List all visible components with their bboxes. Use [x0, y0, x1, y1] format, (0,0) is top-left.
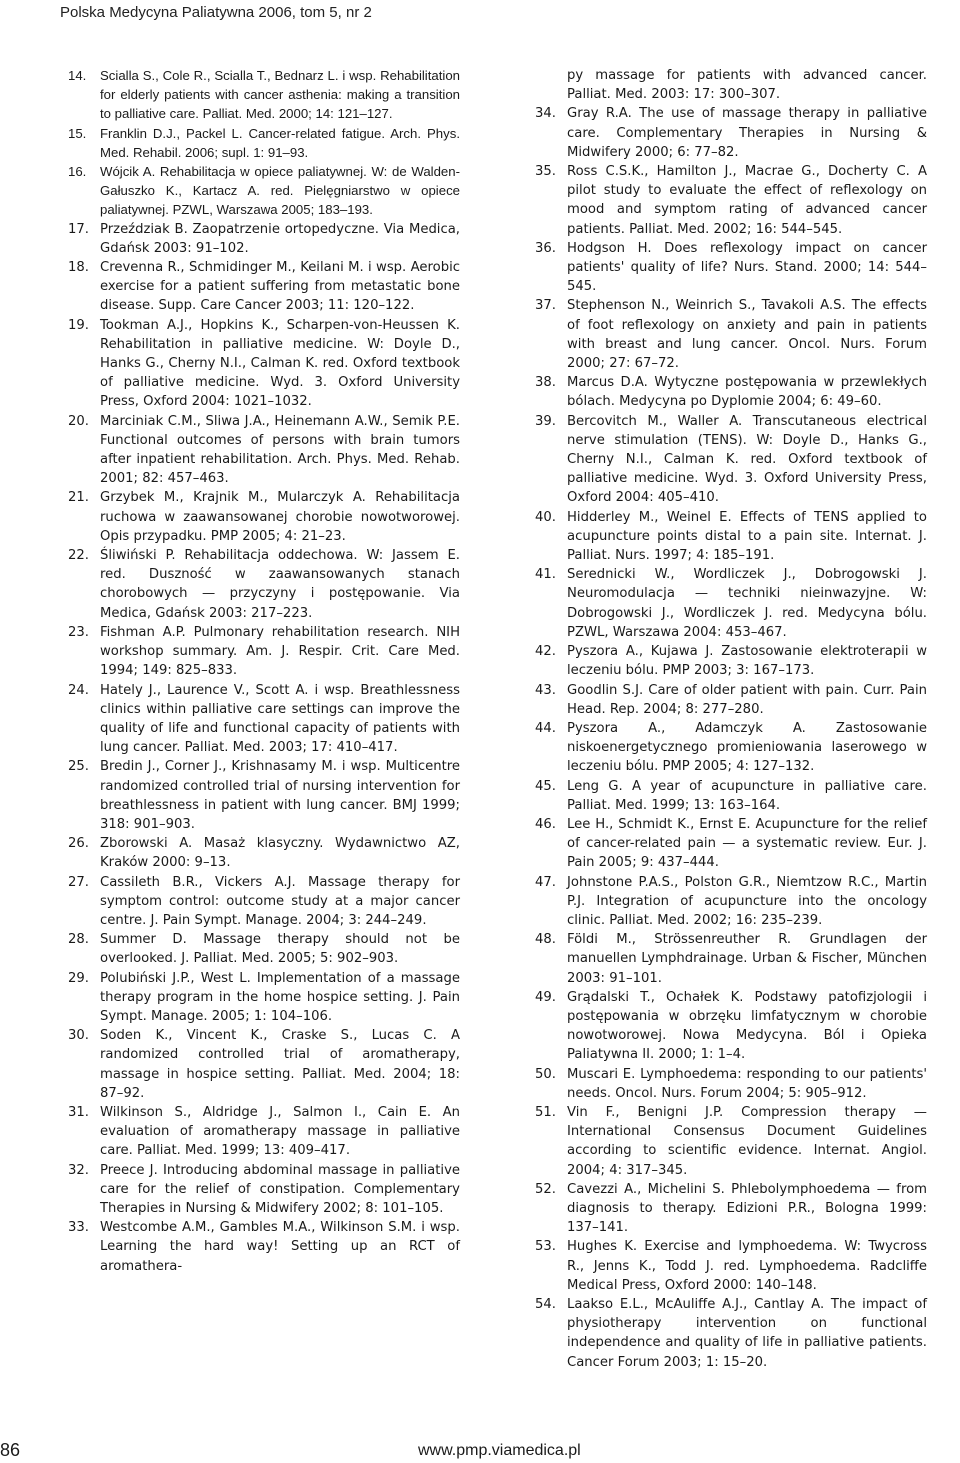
reference-text: Vin F., Benigni J.P. Compression therapy — International Consensus Document Guidelines according to scientific evidence. Internat. Angiol. 2004; 4: 317–345. [567, 1104, 927, 1178]
reference-text: Preece J. Introducing abdominal massage in palliative care for the relief of constipation. Complementary Therapies in Nursing & Midwifery 2002; 8: 101–105. [100, 1162, 460, 1216]
reference-item [535, 412, 927, 508]
reference-item [535, 1065, 927, 1103]
reference-item [68, 488, 460, 546]
reference-number: 41. [535, 567, 556, 583]
reference-text: Śliwiński P. Rehabilitacja oddechowa. W: Jassem E. red. Duszność w zaawansowanych stanach chorobowych — przyczyny i postępowanie. Via Medica, Gdańsk 2003: 217–223. [100, 548, 460, 621]
reference-number: 40. [535, 509, 556, 525]
reference-text: Muscari E. Lymphoedema: responding to our patients' needs. Oncol. Nurs. Forum 2004; 5: 905–912. [567, 1066, 927, 1101]
reference-text: Westcombe A.M., Gambles M.A., Wilkinson S.M. i wsp. Learning the hard way! Setting up an RCT of aromathera- [100, 1220, 460, 1274]
reference-text: Serednicki W., Wordliczek J., Dobrogowski J. Neuromodulacja — techniki nieinwazyjne. W: Dobrogowski J., Wordliczek J. red. Medycyna bólu. PZWL, Warszawa 2004: 453–467. [567, 567, 927, 640]
reference-number: 48. [535, 932, 556, 948]
reference-text: Leng G. A year of acupuncture in palliative care. Palliat. Med. 1999; 13: 163–164. [567, 778, 927, 813]
reference-text: Marciniak C.M., Sliwa J.A., Heinemann A.W., Semik P.E. Functional outcomes of persons with brain tumors after inpatient rehabilitation. Arch. Phys. Med. Rehab. 2001; 82: 457–463. [100, 413, 460, 487]
reference-number: 14. [68, 68, 87, 83]
reference-text: Franklin D.J., Packel L. Cancer-related fatigue. Arch. Phys. Med. Rehabil. 2006; supl. 1: 91–93. [100, 125, 460, 160]
reference-text: Cassileth B.R., Vickers A.J. Massage therapy for symptom control: outcome study at a major cancer centre. J. Pain Sympt. Manage. 2004; 3: 244–249. [100, 874, 460, 928]
reference-item [68, 316, 460, 412]
reference-continuation: py massage for patients with advanced cancer. Palliat. Med. 2003: 17: 300–307. [567, 68, 927, 103]
reference-text: Földi M., Strössenreuther R. Grundlagen der manuellen Lymphdrainage. Urban & Fischer, München 2003: 91–101. [567, 932, 927, 986]
reference-number: 50. [535, 1066, 556, 1082]
reference-text: Hodgson H. Does reflexology impact on cancer patients' quality of life? Nurs. Stand. 2000; 14: 544–545. [567, 240, 927, 295]
reference-item [535, 296, 927, 373]
reference-number: 34. [535, 106, 556, 122]
reference-item [535, 565, 927, 642]
reference-number: 23. [68, 624, 89, 640]
reference-item [68, 1026, 460, 1103]
footer-url: www.pmp.viamedica.pl [418, 1442, 581, 1459]
references-right-column [535, 66, 927, 1372]
reference-item [68, 66, 460, 124]
reference-item [535, 162, 927, 239]
reference-text: Johnstone P.A.S., Polston G.R., Niemtzow R.C., Martin P.J. Integration of acupuncture into the oncology clinic. Palliat. Med. 2002; 16: 235–239. [567, 874, 927, 928]
reference-item [68, 1161, 460, 1219]
reference-text: Scialla S., Cole R., Scialla T., Bednarz L. i wsp. Rehabilitation for elderly patients with cancer asthenia: making a transition to palliative care. Palliat. Med. 2000; 14: 121–127. [100, 68, 460, 122]
reference-number: 46. [535, 816, 556, 832]
reference-number: 24. [68, 682, 89, 698]
reference-text: Laakso E.L., McAuliffe A.J., Cantlay A. The impact of physiotherapy intervention on functional independence and quality of life in palliative patients. Cancer Forum 2003; 1: 15–20. [567, 1297, 927, 1370]
reference-item [68, 969, 460, 1027]
reference-text: Stephenson N., Weinrich S., Tavakoli A.S. The effects of foot reflexology on anxiety and pain in patients with breast and lung cancer. Oncol. Nurs. Forum 2000; 27: 67–72. [567, 298, 927, 372]
reference-item [68, 546, 460, 623]
reference-number: 49. [535, 989, 556, 1005]
reference-item [535, 777, 927, 815]
reference-number: 52. [535, 1181, 556, 1197]
page-number: 86 [0, 1440, 21, 1460]
reference-item [535, 1295, 927, 1372]
reference-item [535, 1237, 927, 1295]
reference-text: Polubiński J.P., West L. Implementation of a massage therapy program in the home hospice setting. J. Pain Sympt. Manage. 2005; 1: 104–106. [100, 970, 460, 1024]
reference-item [68, 1103, 460, 1161]
reference-number: 36. [535, 240, 556, 256]
reference-text: Zborowski A. Masaż klasyczny. Wydawnictwo AZ, Kraków 2000: 9–13. [100, 836, 460, 871]
reference-item [68, 162, 460, 220]
reference-number: 44. [535, 720, 556, 736]
reference-text: Hately J., Laurence V., Scott A. i wsp. Breathlessness clinics within palliative care settings can improve the quality of life and functional capacity of patients with lung cancer. Palliat. Med. 2003; 17: 410–417. [100, 682, 460, 756]
reference-text: Pyszora A., Adamczyk A. Zastosowanie niskoenergetycznego promieniowania laserowego w leczeniu bólu. PMP 2005; 4: 127–132. [567, 720, 927, 775]
reference-text: Pyszora A., Kujawa J. Zastosowanie elektroterapii w leczeniu bólu. PMP 2003; 3: 167–173. [567, 644, 927, 679]
reference-text: Lee H., Schmidt K., Ernst E. Acupuncture for the relief of cancer-related pain — a systematic review. Eur. J. Pain 2005; 9: 437–444. [567, 816, 927, 871]
reference-text: Wójcik A. Rehabilitacja w opiece paliatywnej. W: de Walden-Gałuszko K., Kartacz A. red. Pielęgniarstwo w opiece paliatywnej. PZWL, Warszawa 2005; 183–193. [100, 164, 460, 218]
reference-item [68, 873, 460, 931]
reference-number: 32. [68, 1162, 89, 1178]
reference-number: 27. [68, 874, 89, 890]
reference-item [535, 815, 927, 873]
reference-number: 21. [68, 490, 89, 506]
reference-number: 30. [68, 1028, 89, 1044]
reference-number: 19. [68, 317, 89, 333]
references-left-column [68, 66, 460, 1276]
reference-number: 17. [68, 221, 89, 237]
reference-number: 51. [535, 1104, 556, 1120]
reference-text: Grzybek M., Krajnik M., Mularczyk A. Rehabilitacja ruchowa w zaawansowanej chorobie nowotworowej. Opis przypadku. PMP 2005; 4: 21–23. [100, 490, 460, 544]
reference-item [535, 1180, 927, 1238]
reference-item [535, 930, 927, 988]
reference-item [68, 757, 460, 834]
reference-item [535, 104, 927, 162]
reference-text: Bercovitch M., Waller A. Transcutaneous electrical nerve stimulation (TENS). W: Doyle D., Hanks G., Cherny N.I., Calman K. red. Oxford textbook of palliative medicine. Wyd. 3. Oxford University Press, Oxford 2004: 405–410. [567, 413, 927, 506]
reference-number: 33. [68, 1220, 89, 1236]
reference-text: Hughes K. Exercise and lymphoedema. W: Twycross R., Jenns K., Todd J. red. Lymphoedema. Radcliffe Medical Press, Oxford 2000: 140–148. [567, 1239, 927, 1293]
reference-number: 22. [68, 548, 89, 564]
reference-text: Soden K., Vincent K., Craske S., Lucas C. A randomized controlled trial of aromatherapy, massage in hospice setting. Palliat. Med. 2004; 18: 87–92. [100, 1028, 460, 1101]
reference-item [535, 988, 927, 1065]
reference-number: 39. [535, 413, 556, 429]
reference-text: Bredin J., Corner J., Krishnasamy M. i wsp. Multicentre randomized controlled trial of nursing intervention for breathlessness in patient with lung cancer. BMJ 1999; 318: 901–903. [100, 759, 460, 832]
reference-item [535, 239, 927, 297]
reference-text: Hidderley M., Weinel E. Effects of TENS applied to acupuncture points distal to a pain site. Internat. J. Palliat. Nurs. 1997; 4: 185–191. [567, 509, 927, 564]
reference-item [68, 1218, 460, 1276]
reference-text: Gray R.A. The use of massage therapy in palliative care. Complementary Therapies in Nursing & Midwifery 2000; 6: 77–82. [567, 106, 927, 160]
reference-number: 42. [535, 644, 556, 660]
reference-text: Przeździak B. Zaopatrzenie ortopedyczne. Via Medica, Gdańsk 2003: 91–102. [100, 221, 460, 256]
reference-item [68, 124, 460, 162]
reference-item [68, 930, 460, 968]
reference-text: Wilkinson S., Aldridge J., Salmon I., Cain E. An evaluation of aromatherapy massage in palliative care. Palliat. Med. 1999; 13: 409–417. [100, 1104, 460, 1159]
reference-number: 43. [535, 682, 556, 698]
reference-item [535, 642, 927, 680]
reference-number: 47. [535, 874, 556, 890]
reference-text: Marcus D.A. Wytyczne postępowania w przewlekłych bólach. Medycyna po Dyplomie 2004; 6: 49–60. [567, 375, 927, 410]
reference-number: 29. [68, 970, 89, 986]
reference-number: 16. [68, 164, 87, 180]
reference-text: Summer D. Massage therapy should not be overlooked. J. Palliat. Med. 2005; 5: 902–903. [100, 932, 460, 967]
reference-text: Goodlin S.J. Care of older patient with pain. Curr. Pain Head. Rep. 2004; 8: 277–280. [567, 682, 927, 717]
reference-number: 53. [535, 1239, 556, 1255]
reference-item [535, 873, 927, 931]
running-header: Polska Medycyna Paliatywna 2006, tom 5, nr 2 [60, 4, 372, 21]
reference-number: 26. [68, 836, 89, 852]
reference-number: 15. [68, 125, 87, 141]
reference-number: 45. [535, 778, 556, 794]
reference-item [68, 834, 460, 872]
reference-number: 54. [535, 1297, 556, 1312]
reference-text: Tookman A.J., Hopkins K., Scharpen-von-Heussen K. Rehabilitation in palliative medicine. W: Doyle D., Hanks G., Cherny N.I., Calman K. red. Oxford textbook of palliative medicine. Wyd. 3. Oxford University Press, Oxford 2004: 1021–1032. [100, 317, 460, 410]
reference-item [68, 220, 460, 258]
reference-number: 38. [535, 375, 556, 391]
reference-number: 28. [68, 932, 89, 948]
reference-number: 31. [68, 1104, 89, 1120]
reference-text: Ross C.S.K., Hamilton J., Macrae G., Docherty C. A pilot study to evaluate the effect of reflexology on mood and symptom rating of advanced cancer patients. Palliat. Med. 2002; 16: 544–545. [567, 164, 927, 237]
reference-text: Fishman A.P. Pulmonary rehabilitation research. NIH workshop summary. Am. J. Respir. Crit. Care Med. 1994; 149: 825–833. [100, 624, 460, 679]
reference-item [535, 508, 927, 566]
reference-item [535, 1103, 927, 1180]
reference-text: Cavezzi A., Michelini S. Phlebolymphoedema — from diagnosis to therapy. Edizioni P.R., Bologna 1999: 137–141. [567, 1181, 927, 1236]
reference-item [68, 258, 460, 316]
reference-item [68, 623, 460, 681]
reference-item [535, 681, 927, 719]
reference-item [535, 373, 927, 411]
reference-text: Grądalski T., Ochałek K. Podstawy patofizjologii i postępowania w obrzęku limfatycznym w chorobie nowotworowej. Nowa Medycyna. Ból i Opieka Paliatywna II. 2000; 1: 1–4. [567, 989, 927, 1063]
reference-number: 35. [535, 164, 556, 180]
reference-item [535, 719, 927, 777]
reference-item [68, 412, 460, 489]
reference-text: Crevenna R., Schmidinger M., Keilani M. i wsp. Aerobic exercise for a patient suffering from metastatic bone disease. Supp. Care Cancer 2003; 11: 120–122. [100, 260, 460, 314]
reference-number: 37. [535, 298, 556, 314]
reference-number: 20. [68, 413, 89, 429]
reference-number: 25. [68, 759, 89, 775]
reference-item [68, 681, 460, 758]
reference-number: 18. [68, 260, 89, 276]
